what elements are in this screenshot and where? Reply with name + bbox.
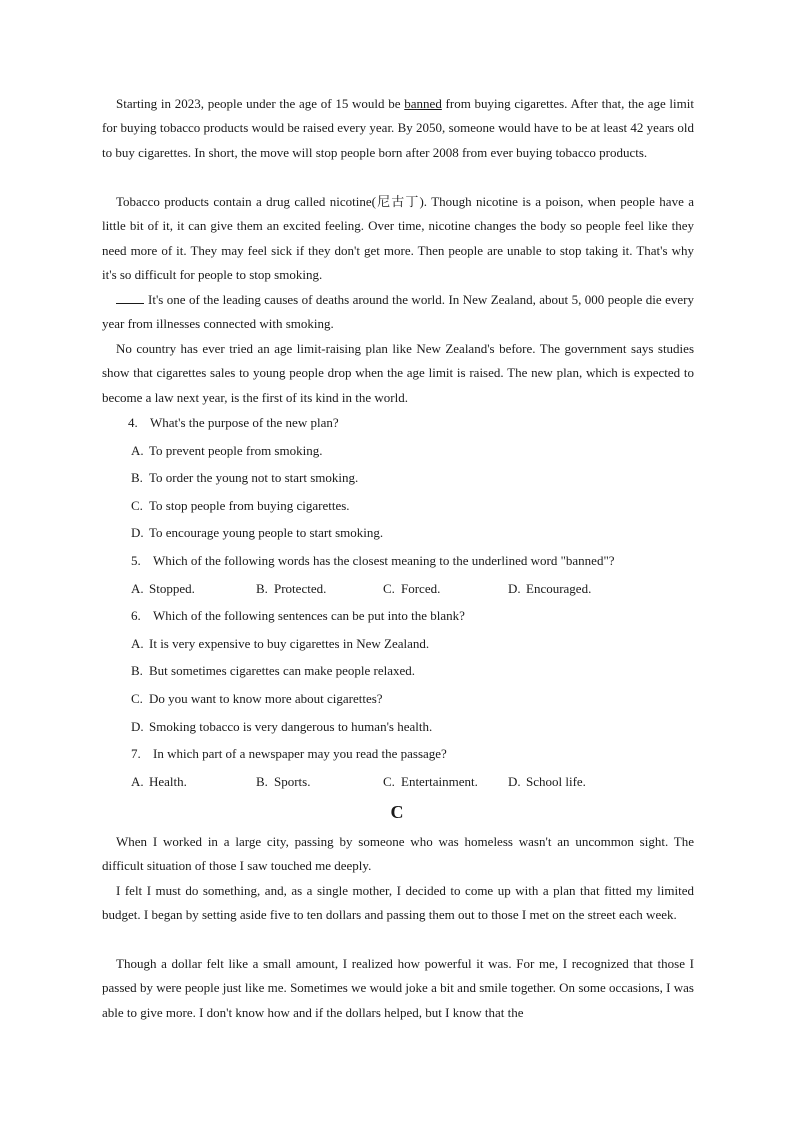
q5-option-d: D. Encouraged. [508,581,592,596]
q4-option-a: A. To prevent people from smoking. [131,443,323,458]
q7-option-a: A. Health. [131,774,187,789]
passage-paragraph-4: No country has ever tried an age limit-raising plan like New Zealand's before. The government says studies show that cigarettes sales to young people drop when the age limit is raised. The new plan, which is expected to become a law next year, is the first of its kind in the world. [102,341,694,405]
q7-option-b: B. Sports. [256,774,311,789]
passage-paragraph-2: Tobacco products contain a drug called nicotine(尼古丁). Though nicotine is a poison, when people have a little bit of it, it can give them an excited feeling. Over time, nicotine changes the body so people feel like they need more of it. They may feel sick if they don't get more. Then people are unable to stop taking it. That's why it's so difficult for people to stop smoking. [102,194,694,283]
q7-option-d: D. School life. [508,774,586,789]
question-7 [131,745,447,763]
passage-text: from buying cigarettes. After that, the age limit for buying tobacco products would be raised every year. By 2050, someone would have to be at least 42 years old to buy cigarettes. In short, the move will stop people born after 2008 from ever buying tobacco products. [102,96,694,160]
q7-option-c: C. Entertainment. [383,774,478,789]
passage-text: Starting in 2023, people under the age of 15 would be [116,96,405,111]
passage-text: It's one of the leading causes of deaths around the world. In New Zealand, about 5, 000 people die every year from illnesses connected with smoking. [102,292,694,332]
q7-options-row [131,773,691,791]
q5-option-c: C. Forced. [383,581,441,596]
question-number: 4. [128,415,138,430]
question-number: 7. [131,746,141,761]
question-text: In which part of a newspaper may you read the passage? [153,746,447,761]
question-4 [128,414,339,432]
answer-blank [116,291,144,304]
q5-option-b: B. Protected. [256,581,327,596]
passage-paragraph-1 [102,92,694,165]
q5-options-row [131,580,691,598]
q4-option-b: B. To order the young not to start smoking. [131,470,359,485]
q6-option-a: A. It is very expensive to buy cigarettes in New Zealand. [131,636,430,651]
question-number: 5. [131,553,141,568]
section-c-paragraph-2: I felt I must do something, and, as a single mother, I decided to come up with a plan that fitted my limited budget. I began by setting aside five to ten dollars and passing them out to those I met on the street each week. [102,883,694,923]
question-text: Which of the following words has the closest meaning to the underlined word "banned"? [153,553,615,568]
question-6 [131,607,465,625]
underlined-word-banned: banned [404,96,442,111]
passage-paragraph-3 [102,288,694,337]
q6-option-c: C. Do you want to know more about cigarettes? [131,691,383,706]
question-number: 6. [131,608,141,623]
section-c-paragraph-3: Though a dollar felt like a small amount, I realized how powerful it was. For me, I recognized that those I passed by were people just like me. Sometimes we would joke a bit and smile together. On some occasions, I was able to give more. I don't know how and if the dollars helped, but I know that the [102,956,694,1020]
q6-option-d: D. Smoking tobacco is very dangerous to human's health. [131,719,433,734]
question-text: Which of the following sentences can be put into the blank? [153,608,465,623]
q6-option-b: B. But sometimes cigarettes can make people relaxed. [131,663,416,678]
section-title-c: C [390,802,404,822]
section-c-paragraph-1: When I worked in a large city, passing by someone who was homeless wasn't an uncommon sight. The difficult situation of those I saw touched me deeply. [102,834,694,874]
question-5 [131,552,615,570]
q4-option-d: D. To encourage young people to start smoking. [131,525,384,540]
question-text: What's the purpose of the new plan? [150,415,339,430]
q5-option-a: A. Stopped. [131,581,195,596]
q4-option-c: C. To stop people from buying cigarettes. [131,498,350,513]
